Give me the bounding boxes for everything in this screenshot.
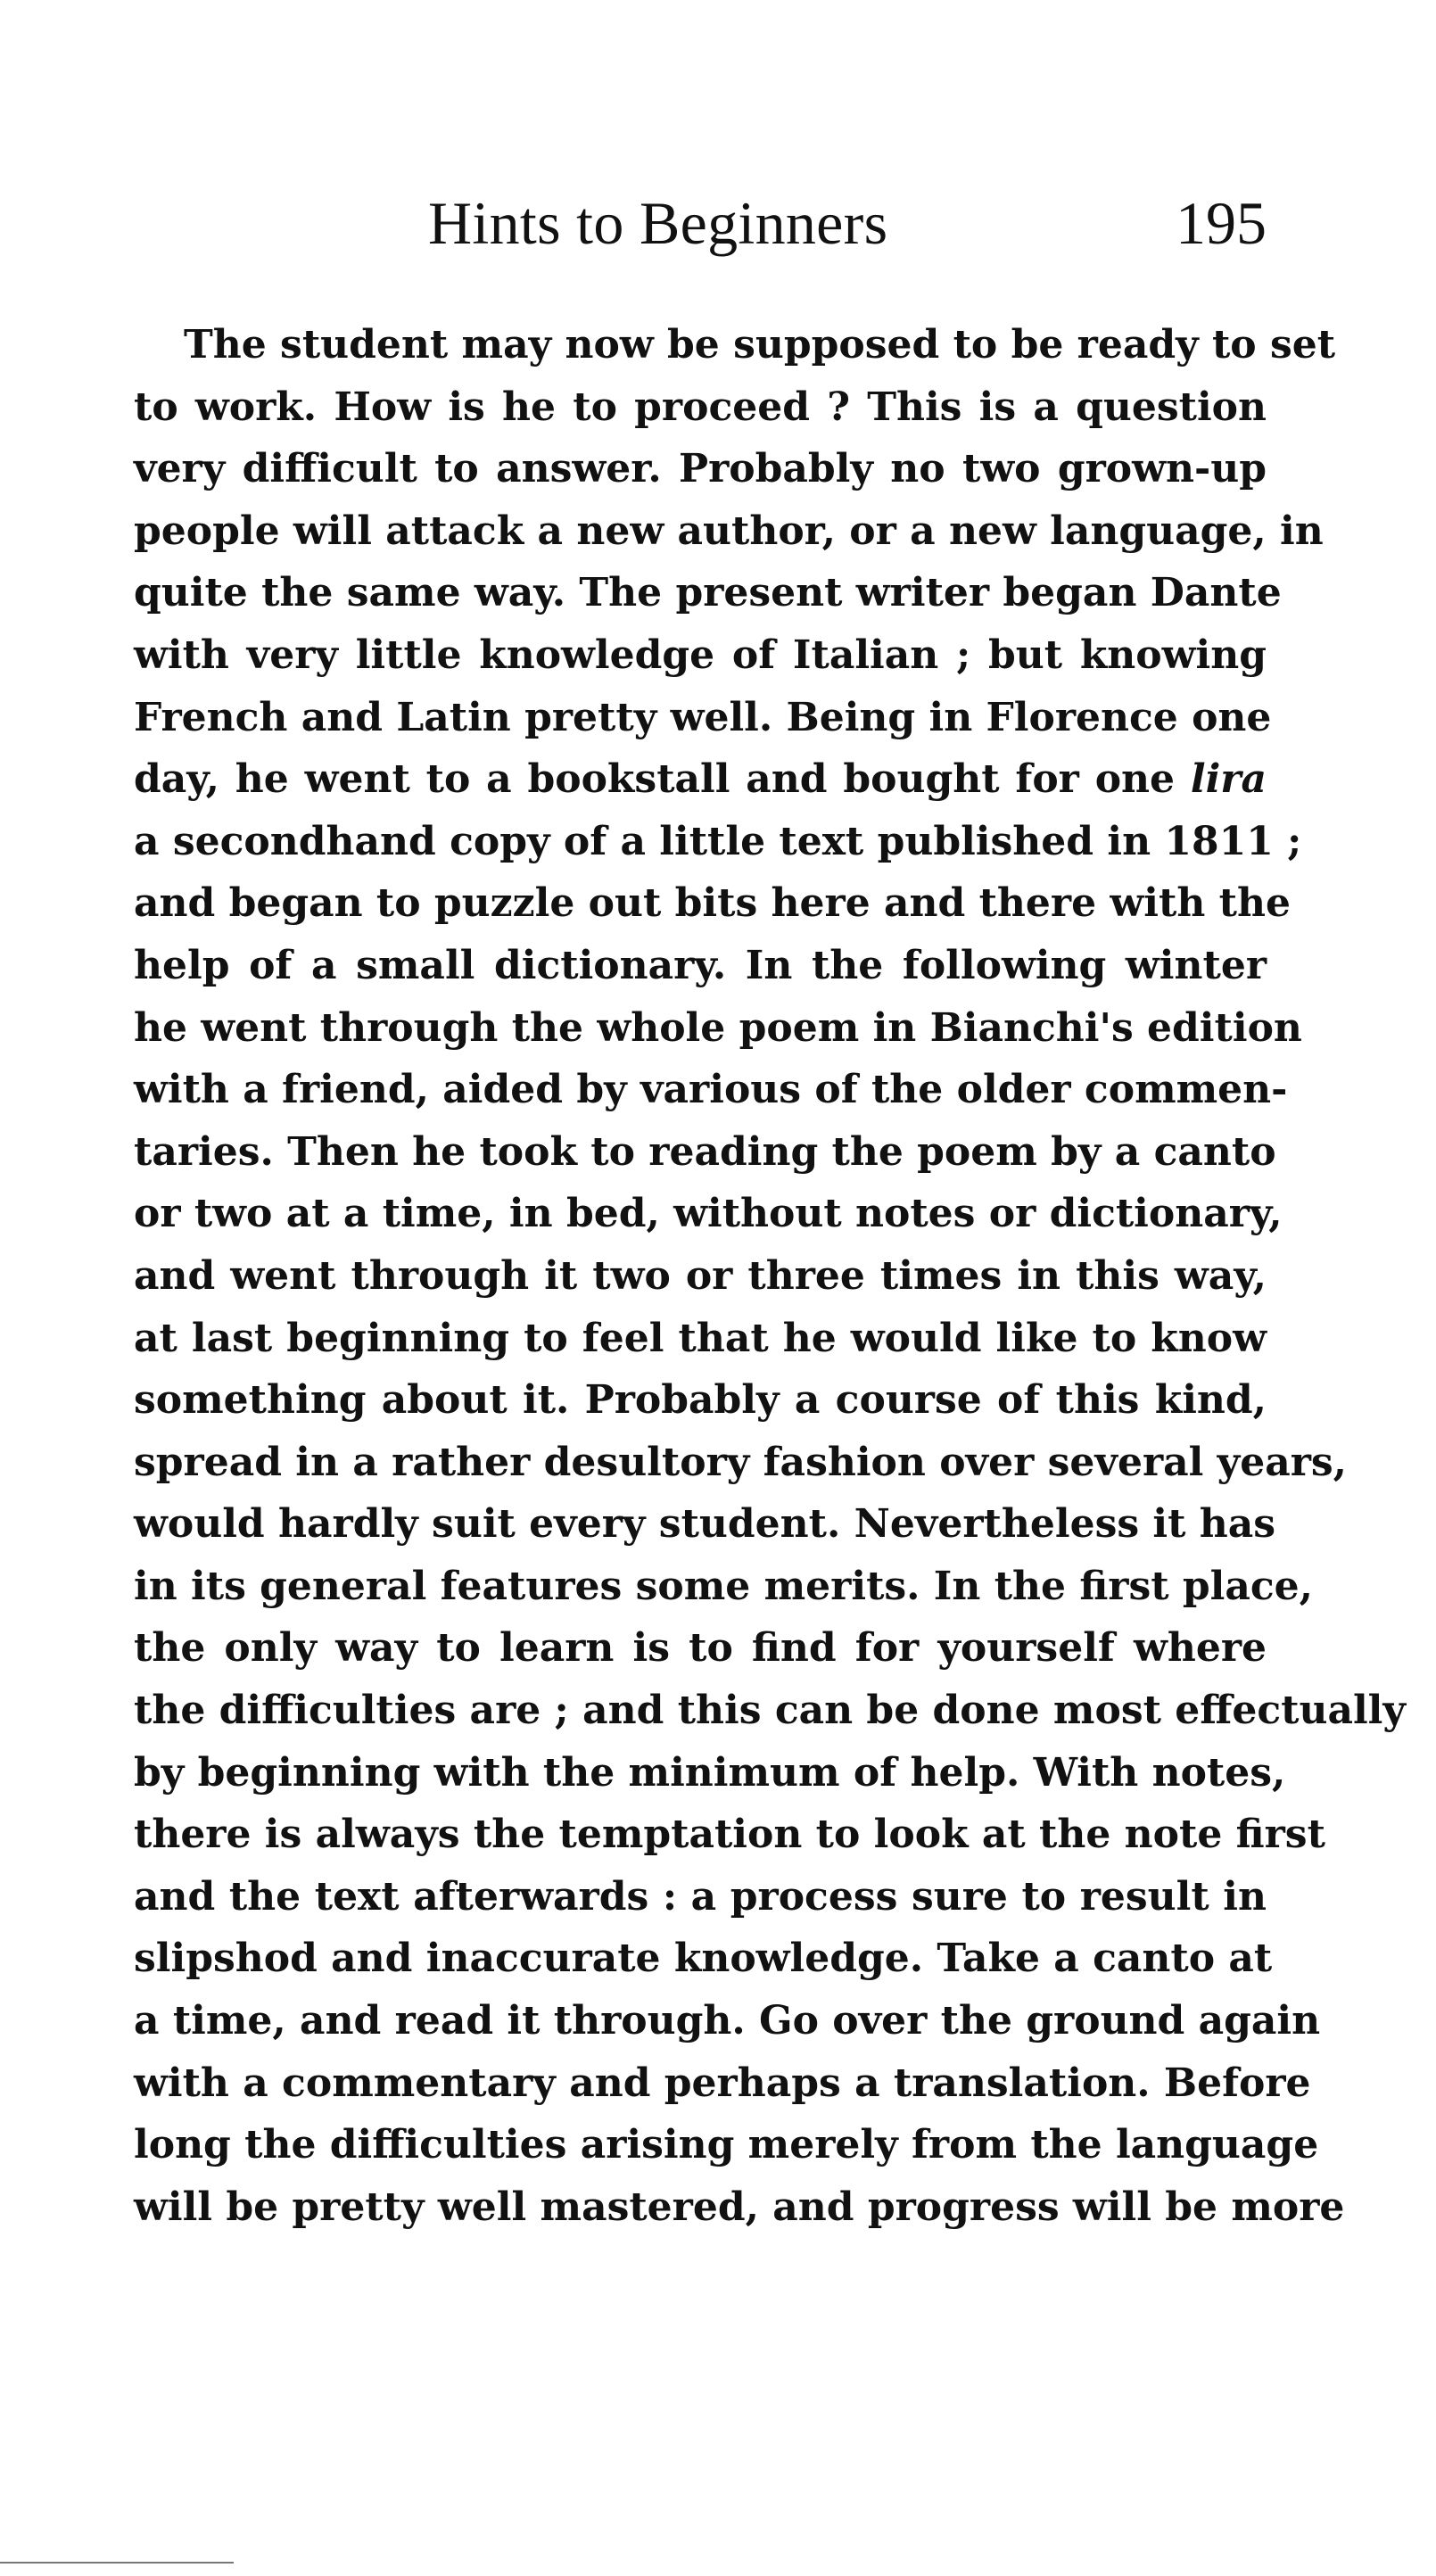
- text-line: long the difficulties arising merely from the language: [134, 2122, 1319, 2168]
- italic-word: lira: [1190, 756, 1267, 803]
- text-line: with very little knowledge of Italian ; but knowing: [134, 632, 1267, 678]
- text-line: help of a small dictionary. In the following winter: [134, 942, 1267, 988]
- text-line: there is always the temptation to look at the note first: [134, 1812, 1325, 1858]
- text-line: people will attack a new author, or a new language, in: [134, 508, 1324, 554]
- text-line: with a friend, aided by various of the older commen-: [134, 1067, 1288, 1113]
- text-line: slipshod and inaccurate knowledge. Take a canto at: [134, 1936, 1273, 1982]
- text-line: quite the same way. The present writer began Dante: [134, 570, 1282, 616]
- text-line: the only way to learn is to find for yourself where: [134, 1625, 1267, 1672]
- text-line: spread in a rather desultory fashion over several years,: [134, 1439, 1348, 1485]
- text-line: taries. Then he took to reading the poem by a canto: [134, 1128, 1276, 1175]
- running-title: Hints to Beginners: [428, 189, 888, 257]
- page-number: 195: [1176, 189, 1267, 257]
- body-text: [134, 314, 1406, 2238]
- text-line: and began to puzzle out bits here and there with the: [134, 880, 1291, 927]
- text-line: French and Latin pretty well. Being in Florence one: [134, 694, 1272, 740]
- text-line-with-italic: [134, 748, 1267, 811]
- text-line: by beginning with the minimum of help. With notes,: [134, 1749, 1286, 1796]
- text-line: would hardly suit every student. Nevertheless it has: [134, 1501, 1276, 1548]
- text-line: and the text afterwards : a process sure to result in: [134, 1873, 1267, 1920]
- text-line: very difficult to answer. Probably no two grown-up: [134, 446, 1267, 492]
- text-line: The student may now be supposed to be ready to set: [184, 322, 1336, 367]
- text-line: something about it. Probably a course of this kind,: [134, 1377, 1267, 1424]
- text-line: in its general features some merits. In the first place,: [134, 1563, 1313, 1609]
- scan-edge-rule: [0, 2562, 234, 2564]
- text-line: a secondhand copy of a little text published in 1811 ;: [134, 818, 1302, 864]
- text-line: to work. How is he to proceed ? This is a question: [134, 384, 1267, 430]
- text-line: will be pretty well mastered, and progress will be more: [134, 2184, 1345, 2230]
- text-line: the difficulties are ; and this can be done most effectually: [134, 1688, 1406, 1734]
- text-line: and went through it two or three times in this way,: [134, 1252, 1267, 1299]
- text-line: at last beginning to feel that he would like to know: [134, 1315, 1267, 1361]
- text-line: with a commentary and perhaps a translation. Before: [134, 2060, 1311, 2106]
- text-line: or two at a time, in bed, without notes or dictionary,: [134, 1191, 1283, 1237]
- text-line: he went through the whole poem in Bianchi's edition: [134, 1004, 1302, 1051]
- text-line: a time, and read it through. Go over the ground again: [134, 1998, 1321, 2044]
- running-head: [134, 187, 1267, 259]
- text-line-start: day, he went to a bookstall and bought for one: [134, 756, 1176, 803]
